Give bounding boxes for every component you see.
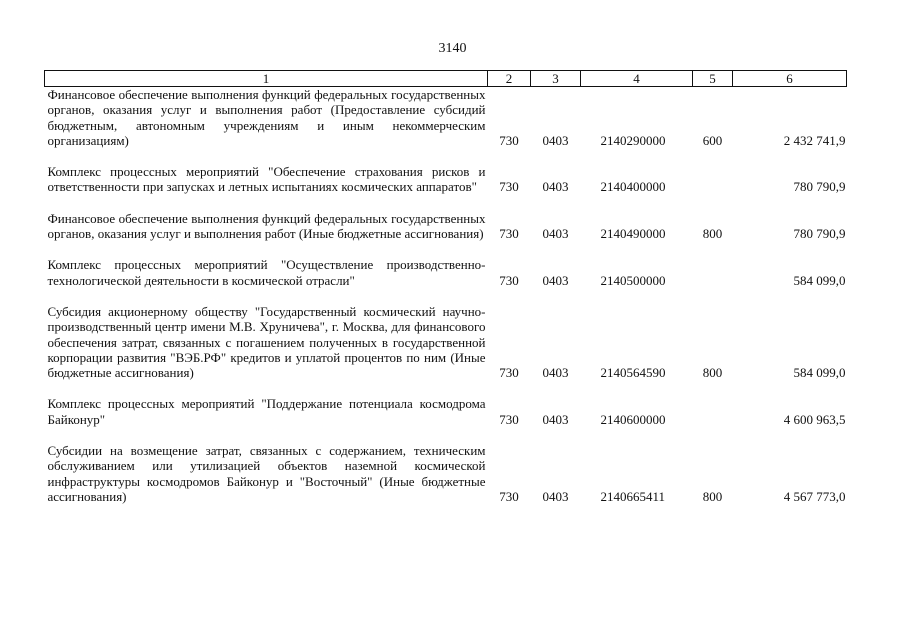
row-target: 2140490000 [600,226,666,242]
page-number: 3140 [438,41,467,56]
row-target: 2140290000 [600,132,666,148]
table-row [45,443,847,504]
row-expense-type [693,164,733,211]
row-name: Субсидия акционерному обществу "Государственный космический научно-производственный центр имени М.В. Хруничева", г. Москва, для финансового обеспечения затрат, связанных с погашением полученных в государственной корпорации развития "ВЭБ.РФ" кредитов и уплатой процентов по ним (Иные бюджетные ассигнования) [47,303,486,381]
header-col-2: 2 [488,71,531,87]
row-ministry: 730 [499,179,519,195]
row-section: 0403 [542,365,569,381]
header-col-5: 5 [693,71,733,87]
row-amount: 584 099,0 [793,272,846,288]
row-section: 0403 [542,411,569,427]
row-expense-type: 800 [702,365,723,381]
table-row [45,87,847,165]
row-section: 0403 [542,132,569,148]
header-row [45,71,847,87]
table-row [45,164,847,211]
table-body [45,87,847,505]
row-name: Комплекс процессных мероприятий "Осуществление производственно-технологической деятельности в космической отрасли" [47,257,486,288]
row-target: 2140665411 [600,488,666,504]
row-expense-type: 800 [702,226,723,242]
row-section: 0403 [542,226,569,242]
row-amount: 584 099,0 [793,365,846,381]
table-row [45,304,847,396]
row-amount: 780 790,9 [793,226,846,242]
row-expense-type [693,396,733,443]
row-section: 0403 [542,179,569,195]
row-target: 2140500000 [600,272,666,288]
table-row [45,396,847,443]
header-col-3: 3 [531,71,581,87]
row-expense-type: 800 [702,488,723,504]
row-name: Комплекс процессных мероприятий "Обеспечение страхования рисков и ответственности при запусках и летных испытаниях космических аппаратов" [47,164,486,195]
header-col-6: 6 [733,71,847,87]
row-ministry: 730 [499,272,519,288]
row-section: 0403 [542,272,569,288]
row-ministry: 730 [499,365,519,381]
row-section: 0403 [542,488,569,504]
table-row [45,257,847,304]
row-target: 2140564590 [600,365,666,381]
row-ministry: 730 [499,411,519,427]
row-amount: 4 567 773,0 [783,488,846,504]
row-amount: 4 600 963,5 [783,411,846,427]
table-header [45,71,847,87]
row-name: Субсидии на возмещение затрат, связанных с содержанием, техническим обслуживанием или утилизацией объектов наземной космической инфраструктуры космодромов Байконур и "Восточный" (Иные бюджетные ассигнования) [47,443,486,504]
row-expense-type: 600 [702,132,723,148]
row-name: Финансовое обеспечение выполнения функций федеральных государственных органов, оказания услуг и выполнения работ (Иные бюджетные ассигнования) [47,210,486,242]
header-col-4: 4 [581,71,693,87]
header-col-1: 1 [45,71,488,87]
table-row [45,211,847,258]
row-name: Комплекс процессных мероприятий "Поддержание потенциала космодрома Байконур" [47,396,486,427]
row-expense-type [693,257,733,304]
row-ministry: 730 [499,132,519,148]
row-amount: 2 432 741,9 [783,132,846,148]
row-target: 2140600000 [600,411,666,427]
row-ministry: 730 [499,488,519,504]
row-target: 2140400000 [600,179,666,195]
budget-table [44,70,847,504]
row-ministry: 730 [499,226,519,242]
row-amount: 780 790,9 [793,179,846,195]
row-name: Финансовое обеспечение выполнения функций федеральных государственных органов, оказания услуг и выполнения работ (Предоставление субсидий бюджетным, автономным учреждениям и иным некоммерческим организациям) [47,87,486,148]
